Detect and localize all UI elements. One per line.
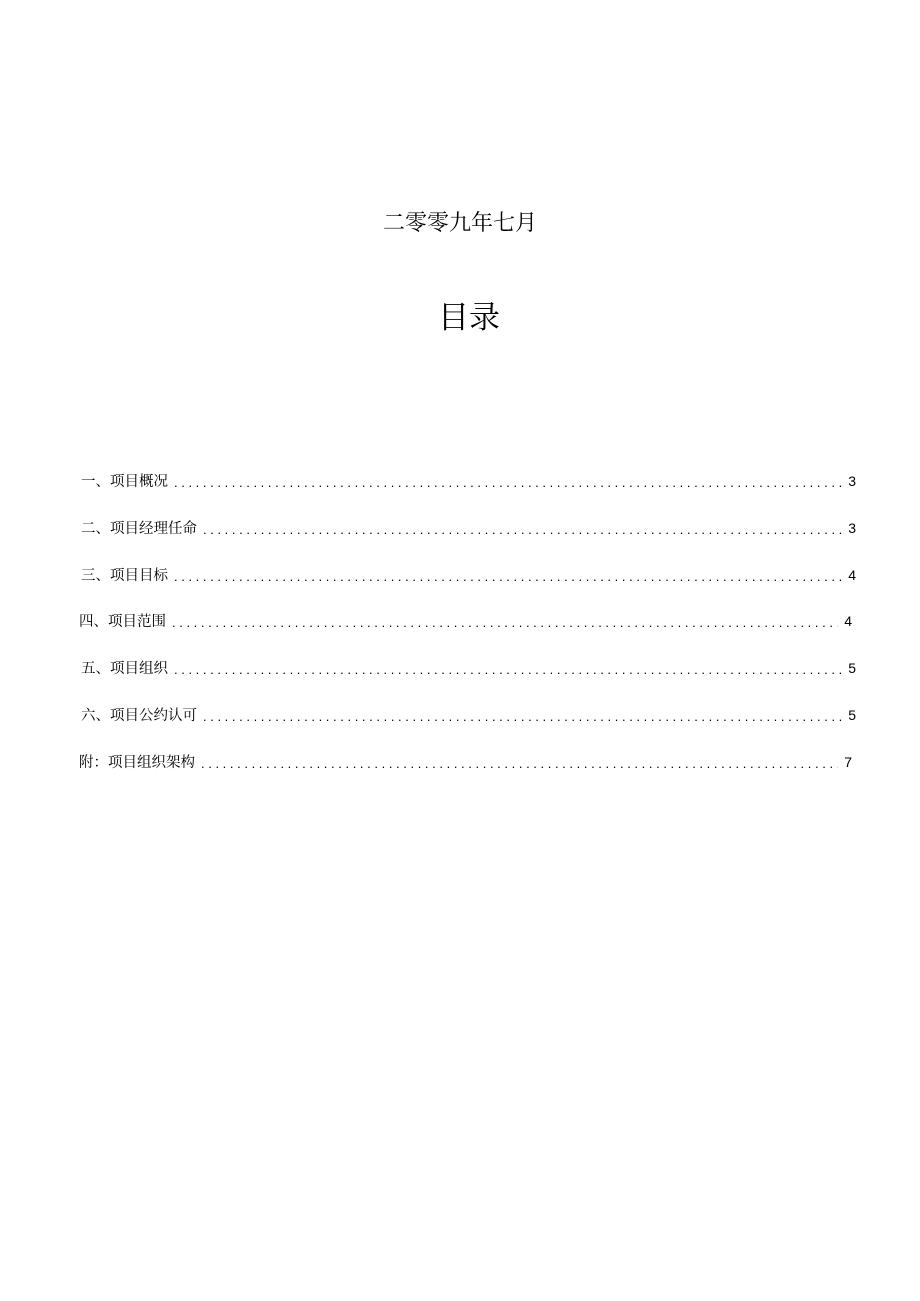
toc-page-number: 4 xyxy=(848,567,856,583)
toc-entry-label: 三、项目目标 xyxy=(81,568,168,584)
toc-entry-label: 二、项目经理任命 xyxy=(81,521,197,537)
toc-dot-leader xyxy=(174,659,842,681)
toc-entry-label: 一、项目概况 xyxy=(81,474,168,490)
toc-entry-label: 四、项目范围 xyxy=(79,614,166,630)
toc-entry-project-goals[interactable] xyxy=(81,564,856,586)
toc-dot-leader xyxy=(172,612,838,634)
toc-page-number: 7 xyxy=(844,754,852,770)
toc-entry-project-convention-approval[interactable] xyxy=(81,704,856,726)
toc-dot-leader xyxy=(201,753,838,775)
toc-dot-leader xyxy=(174,472,842,494)
toc-entry-project-organization[interactable] xyxy=(81,657,856,679)
toc-page-number: 3 xyxy=(848,520,856,536)
toc-dot-leader xyxy=(174,566,842,588)
toc-entry-appendix-org-chart[interactable] xyxy=(79,751,852,773)
toc-entry-label: 五、项目组织 xyxy=(81,661,168,677)
toc-page-number: 5 xyxy=(848,660,856,676)
toc-entry-label: 六、项目公约认可 xyxy=(81,708,197,724)
toc-entry-project-scope[interactable] xyxy=(79,610,852,632)
toc-entry-label: 附：项目组织架构 xyxy=(79,755,195,771)
toc-entry-project-manager-appointment[interactable] xyxy=(81,517,856,539)
toc-page-number: 3 xyxy=(848,473,856,489)
document-date: 二零零九年七月 xyxy=(382,211,537,236)
toc-dot-leader xyxy=(203,706,842,728)
toc-page-number: 5 xyxy=(848,707,856,723)
toc-dot-leader xyxy=(203,519,842,541)
toc-entry-project-overview[interactable] xyxy=(81,470,856,492)
toc-title: 目录 xyxy=(438,300,500,336)
toc-page-number: 4 xyxy=(844,613,852,629)
